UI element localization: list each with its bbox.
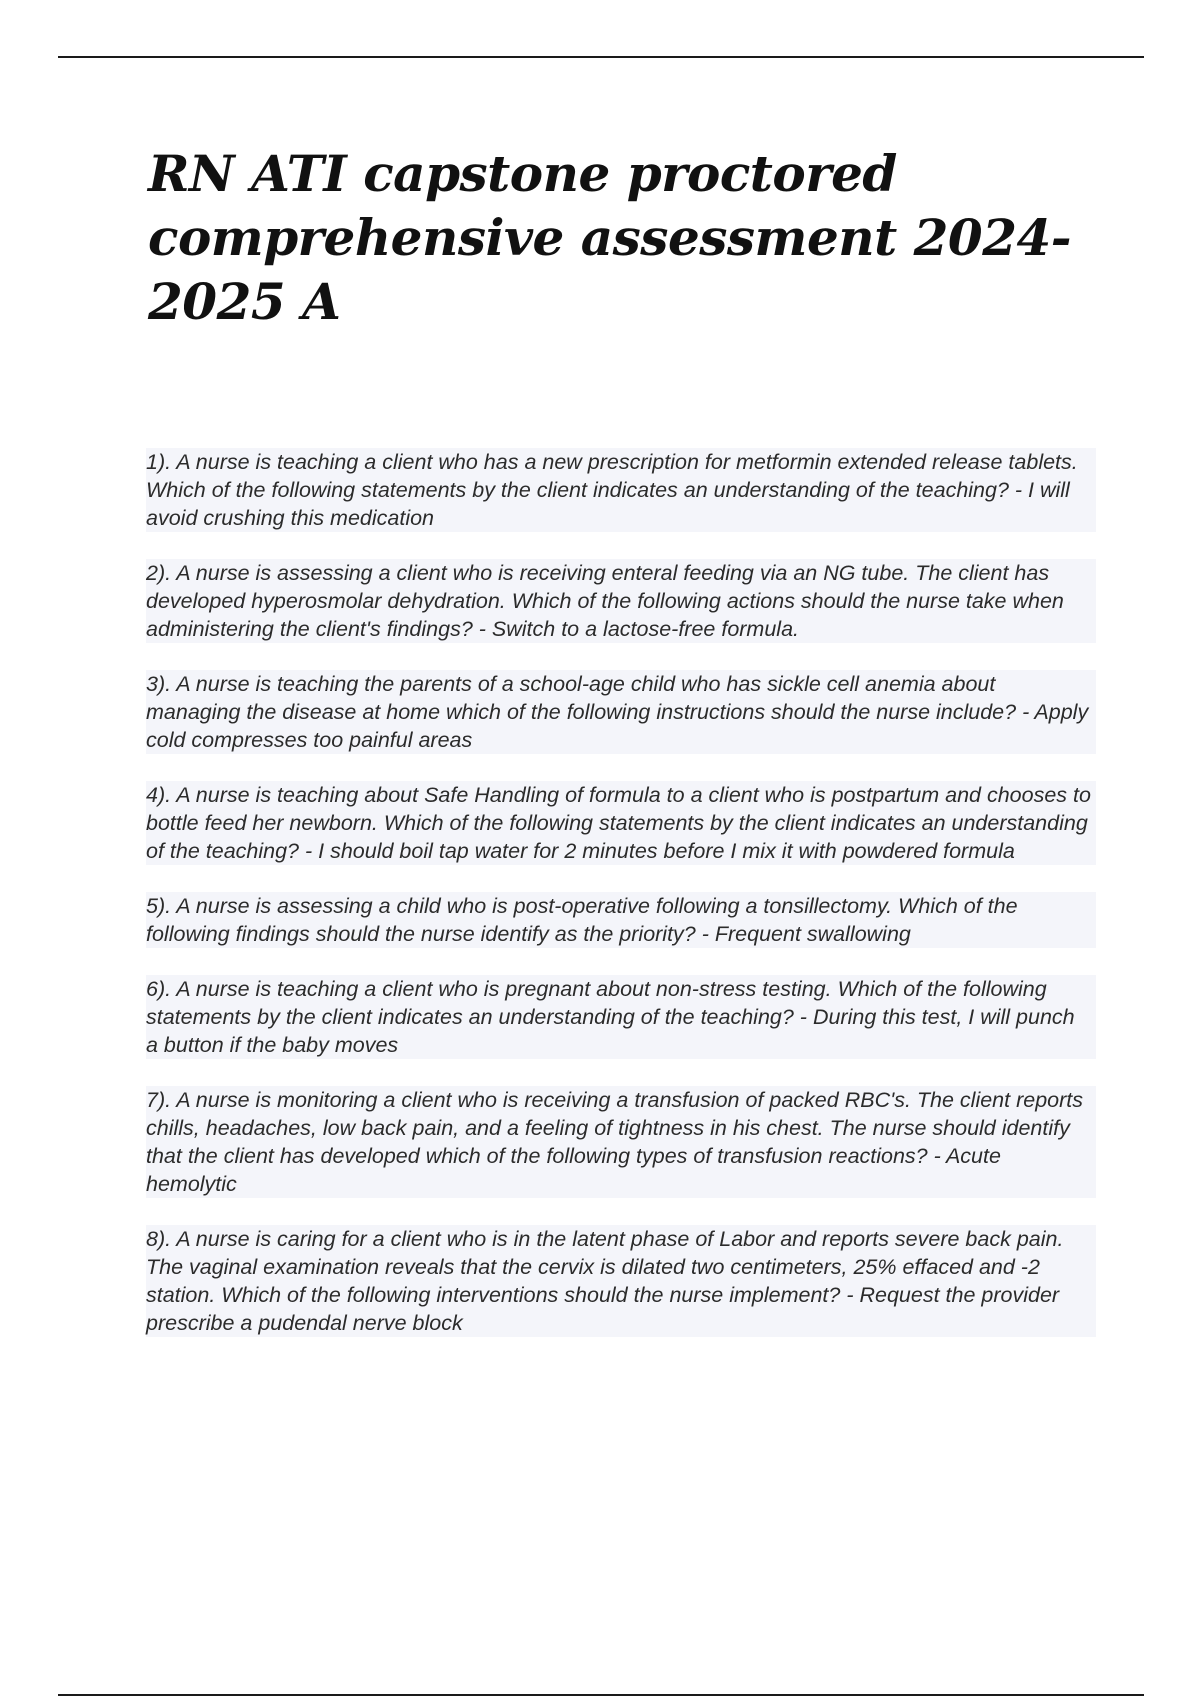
answer-separator: - xyxy=(840,1283,860,1307)
question-text: 5). A nurse is assessing a child who is post-operative following a tonsillectomy. Which of the following findings should the nurse identify as the priority? xyxy=(146,894,1018,946)
question-item-8 xyxy=(146,1225,1096,1337)
question-item-5 xyxy=(146,892,1096,948)
top-divider xyxy=(58,56,1144,58)
answer-separator: - xyxy=(1008,478,1029,502)
answer-separator: - xyxy=(695,922,715,946)
answer-separator: - xyxy=(472,617,492,641)
answer-text: Acute hemolytic xyxy=(146,1144,1001,1196)
answer-text: During this test, I will punch a button if the baby moves xyxy=(146,1005,1075,1057)
question-item-2 xyxy=(146,559,1096,643)
question-item-4 xyxy=(146,781,1096,865)
document-title: RN ATI capstone proctored comprehensive assessment 2024-2025 A xyxy=(148,144,1072,331)
question-item-1 xyxy=(146,448,1096,532)
answer-text: Apply cold compresses too painful areas xyxy=(146,700,1089,752)
answer-text: Frequent swallowing xyxy=(714,922,911,946)
question-text: 2). A nurse is assessing a client who is receiving enteral feeding via an NG tube. The client has developed hyperosmolar dehydration. Which of the following actions should the nurse take when administering the client's findings? xyxy=(146,561,1064,641)
question-text: 4). A nurse is teaching about Safe Handling of formula to a client who is postpartum and chooses to bottle feed her newborn. Which of the following statements by the client indicates an understanding of the teaching? xyxy=(146,783,1091,863)
question-item-3 xyxy=(146,670,1096,754)
answer-text: Request the provider prescribe a pudendal nerve block xyxy=(146,1283,1060,1335)
question-text: 1). A nurse is teaching a client who has a new prescription for metformin extended release tablets. Which of the following statements by the client indicates an understanding of the teaching? xyxy=(146,450,1078,502)
question-list xyxy=(146,448,1096,1364)
question-item-7 xyxy=(146,1086,1096,1198)
answer-separator: - xyxy=(927,1144,946,1168)
question-item-6 xyxy=(146,975,1096,1059)
answer-text: I should boil tap water for 2 minutes before I mix it with powdered formula xyxy=(318,839,1015,863)
bottom-divider xyxy=(58,1694,1144,1696)
question-text: 8). A nurse is caring for a client who is in the latent phase of Labor and reports severe back pain. The vaginal examination reveals that the cervix is dilated two centimeters, 25% effaced and -2 station. Which of the following interventions should the nurse implement? xyxy=(146,1227,1064,1307)
question-text: 3). A nurse is teaching the parents of a school-age child who has sickle cell anemia about managing the disease at home which of the following instructions should the nurse include? xyxy=(146,672,1017,724)
answer-separator: - xyxy=(793,1005,813,1029)
answer-separator: - xyxy=(1016,700,1035,724)
answer-text: I will avoid crushing this medication xyxy=(146,478,1070,530)
answer-separator: - xyxy=(299,839,319,863)
answer-text: Switch to a lactose-free formula. xyxy=(491,617,800,641)
question-text: 6). A nurse is teaching a client who is pregnant about non-stress testing. Which of the following statements by the client indicates an understanding of the teaching? xyxy=(146,977,1047,1029)
question-text: 7). A nurse is monitoring a client who is receiving a transfusion of packed RBC's. The client reports chills, headaches, low back pain, and a feeling of tightness in his chest. The nurse should identify that the client has developed which of the following types of transfusion reactions? xyxy=(146,1088,1083,1168)
